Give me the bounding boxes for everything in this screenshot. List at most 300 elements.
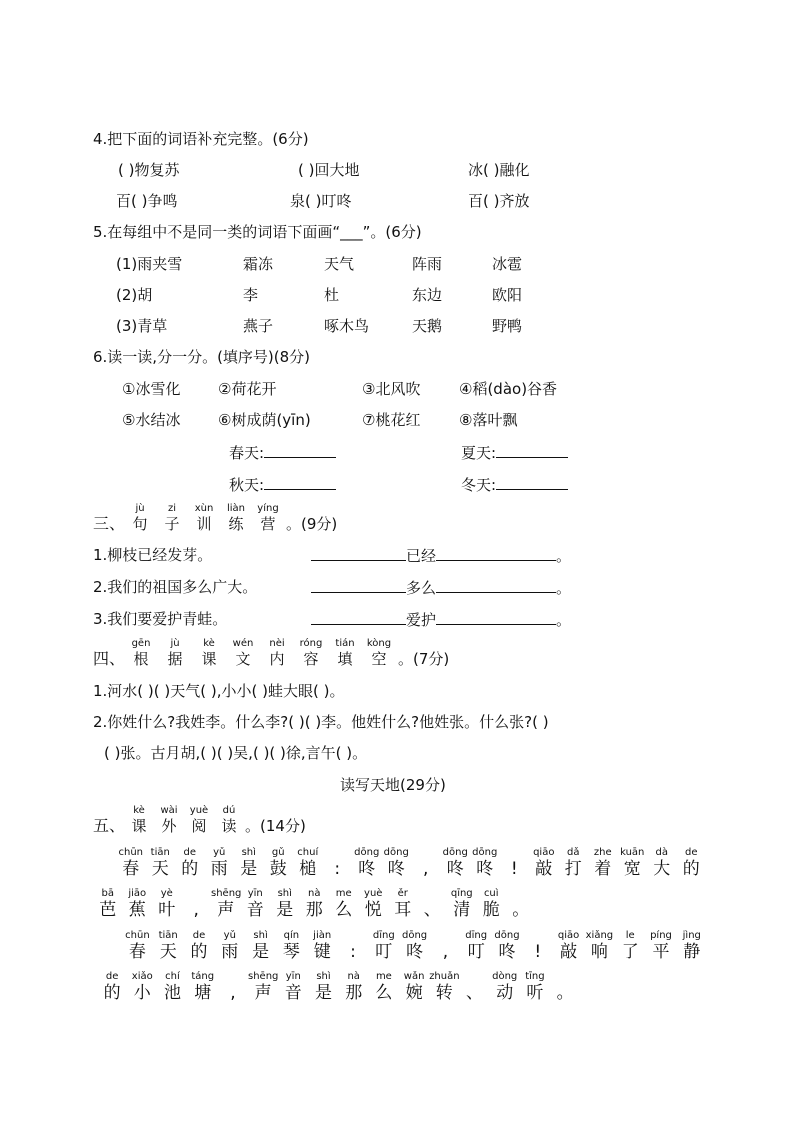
hanzi: 鼓 — [269, 859, 287, 879]
hanzi: 填 — [337, 650, 353, 668]
hanzi: 天 — [151, 859, 169, 879]
pinyin: dōng — [402, 930, 428, 941]
s4-prefix: 四、 — [93, 649, 126, 668]
pinyin-char — [323, 847, 353, 879]
hanzi: 。 — [556, 983, 574, 1003]
pinyin-char — [156, 503, 188, 534]
pinyin: róng — [299, 638, 323, 649]
pinyin — [459, 971, 489, 983]
hanzi: 静 — [683, 942, 701, 962]
hanzi: 是 — [252, 942, 270, 962]
pinyin-char — [490, 971, 520, 1003]
hanzi: 敲 — [560, 942, 578, 962]
pinyin-char — [124, 638, 158, 669]
pinyin: chuí — [297, 847, 319, 858]
pinyin: xiǎng — [585, 930, 614, 941]
hanzi: 练 — [228, 515, 244, 533]
answer-blank[interactable] — [311, 546, 406, 561]
pinyin-char — [584, 930, 615, 962]
pinyin-char — [676, 930, 707, 962]
pinyin-char — [205, 847, 235, 879]
pinyin: de — [183, 847, 196, 858]
hanzi: 婉 — [405, 983, 423, 1003]
pinyin: yè — [160, 888, 173, 899]
pinyin-char — [152, 888, 182, 920]
s3-prefix: 三、 — [93, 514, 126, 533]
hanzi: 、 — [465, 983, 483, 1003]
pinyin-char — [260, 638, 294, 669]
season-summer — [461, 443, 568, 462]
pinyin — [500, 847, 530, 859]
answer-blank[interactable] — [436, 546, 556, 561]
pinyin: kè — [203, 638, 215, 649]
q5-word: 杜 — [324, 286, 340, 304]
pinyin: chūn — [125, 930, 150, 941]
pinyin-char — [188, 503, 220, 534]
pinyin-char — [214, 805, 244, 836]
pinyin-char — [278, 971, 308, 1003]
pinyin: dǎ — [567, 847, 580, 858]
pinyin: shì — [241, 847, 256, 858]
s3-score: 。(9分) — [286, 515, 338, 533]
pinyin-char — [369, 971, 399, 1003]
pinyin-char — [220, 503, 252, 534]
pinyin-char — [184, 805, 214, 836]
pinyin: tián — [335, 638, 355, 649]
pinyin: qiāo — [557, 930, 580, 941]
hanzi: 塘 — [194, 983, 212, 1003]
hanzi: 槌 — [299, 859, 317, 879]
hanzi: 那 — [305, 900, 323, 920]
pinyin: jìng — [682, 930, 701, 941]
q4-item: ( )物复苏 — [118, 161, 180, 179]
pinyin-char — [461, 930, 492, 962]
pinyin: píng — [650, 930, 672, 941]
pinyin: shì — [253, 930, 268, 941]
pinyin-char — [307, 930, 338, 962]
pinyin: yīn — [285, 971, 301, 982]
q5-word: (2)胡 — [116, 286, 153, 304]
pinyin-char — [276, 930, 307, 962]
hanzi: 池 — [163, 983, 181, 1003]
pinyin: zi — [167, 503, 177, 514]
pinyin-char — [338, 930, 369, 962]
pinyin: jù — [135, 503, 145, 514]
pinyin: de — [685, 847, 698, 858]
pinyin-char — [158, 638, 192, 669]
hanzi: 平 — [652, 942, 670, 962]
section-heading: 读写天地(29分) — [340, 776, 446, 794]
pinyin-char — [399, 930, 430, 962]
pinyin-char — [429, 971, 459, 1003]
q5-word: 野鸭 — [492, 317, 523, 335]
hanzi: 外 — [161, 817, 177, 835]
pinyin: dōng — [383, 847, 409, 858]
pinyin: yīn — [247, 888, 263, 899]
pinyin-char — [615, 930, 646, 962]
hanzi: , — [193, 900, 199, 920]
hanzi: 么 — [375, 983, 393, 1003]
pinyin: dòng — [492, 971, 518, 982]
q4-title: 4.把下面的词语补充完整。(6分) — [93, 130, 309, 148]
pinyin-char — [226, 638, 260, 669]
s3-end: 。 — [556, 547, 572, 565]
pinyin — [338, 930, 369, 942]
q5-word: 阵雨 — [412, 255, 443, 273]
answer-blank[interactable] — [264, 443, 336, 458]
pinyin: shì — [277, 888, 292, 899]
pinyin-char — [447, 888, 477, 920]
pinyin: me — [335, 888, 352, 899]
hanzi: 文 — [235, 650, 251, 668]
hanzi: 内 — [269, 650, 285, 668]
pinyin-char — [559, 847, 589, 879]
hanzi: 咚 — [358, 859, 376, 879]
pinyin-char — [294, 638, 328, 669]
hanzi: , — [442, 942, 449, 962]
hanzi: , — [423, 859, 429, 879]
q5-word: (3)青草 — [116, 317, 168, 335]
pinyin: de — [192, 930, 206, 941]
pinyin-char — [116, 847, 146, 879]
pinyin: qiāo — [533, 847, 555, 858]
hanzi: 句 — [132, 515, 148, 533]
hanzi: 。 — [512, 900, 530, 920]
hanzi: 课 — [201, 650, 217, 668]
hanzi: 咚 — [406, 942, 424, 962]
q5-word: (1)雨夹雪 — [116, 255, 183, 273]
q4-item: 百( )齐放 — [468, 192, 530, 210]
pinyin: gēn — [131, 638, 151, 649]
pinyin-char — [329, 888, 359, 920]
pinyin-char — [252, 503, 284, 534]
hanzi: 小 — [133, 983, 151, 1003]
pinyin: kòng — [366, 638, 392, 649]
q6-item: ②荷花开 — [218, 380, 277, 398]
pinyin: chūn — [118, 847, 143, 858]
pinyin: tīng — [525, 971, 545, 982]
hanzi: 咚 — [476, 859, 494, 879]
q4-item: 百( )争鸣 — [116, 192, 178, 210]
pinyin-char — [293, 847, 323, 879]
pinyin: le — [625, 930, 635, 941]
pinyin-char — [234, 847, 264, 879]
s3-end: 。 — [556, 611, 572, 629]
q4-item: 冰( )融化 — [468, 161, 530, 179]
pinyin: jiāo — [128, 888, 147, 899]
pinyin-char — [97, 971, 127, 1003]
pinyin: dōng — [442, 847, 468, 858]
pinyin: táng — [191, 971, 215, 982]
pinyin: yǔ — [213, 847, 226, 858]
pinyin: gǔ — [271, 847, 285, 858]
season-winter — [461, 475, 568, 494]
pinyin-char — [522, 930, 553, 962]
hanzi: 咚 — [446, 859, 464, 879]
pinyin: tiān — [158, 930, 178, 941]
hanzi: ! — [534, 942, 542, 962]
s3-answer-line — [311, 546, 571, 565]
pinyin-char — [588, 847, 618, 879]
hanzi: 叶 — [158, 900, 176, 920]
hanzi: 悦 — [364, 900, 382, 920]
pinyin: kè — [133, 805, 145, 816]
season-label: 夏天: — [461, 444, 497, 462]
pinyin-char — [182, 888, 212, 920]
pinyin-char — [211, 888, 241, 920]
pinyin: yíng — [257, 503, 279, 514]
hanzi: 音 — [284, 983, 302, 1003]
season-spring — [229, 443, 336, 462]
pinyin-char — [300, 888, 330, 920]
pinyin: dīng — [465, 930, 488, 941]
pinyin: dōng — [354, 847, 380, 858]
q4-item: ( )回大地 — [298, 161, 360, 179]
pinyin — [550, 971, 580, 983]
q6-item: ④稻(dào)谷香 — [459, 380, 558, 398]
pinyin — [418, 888, 448, 900]
q6-item: ⑧落叶飘 — [459, 411, 518, 429]
pinyin: de — [105, 971, 119, 982]
q6-title: 6.读一读,分一分。(填序号)(8分) — [93, 348, 311, 366]
q5-word: 天鹅 — [412, 317, 443, 335]
pinyin-char — [492, 930, 523, 962]
pinyin: liàn — [226, 503, 246, 514]
pinyin-char — [214, 930, 245, 962]
pinyin-char — [328, 638, 362, 669]
hanzi: 声 — [217, 900, 235, 920]
hanzi: 了 — [621, 942, 639, 962]
pinyin-char — [677, 847, 707, 879]
pinyin-char — [418, 888, 448, 920]
s4-line: 1.河水( )( )天气( ),小小( )蛙大眼( )。 — [93, 682, 345, 700]
hanzi: 天 — [159, 942, 177, 962]
q5-word: 冰雹 — [492, 255, 523, 273]
hanzi: 响 — [590, 942, 608, 962]
pinyin-char — [529, 847, 559, 879]
pinyin-char — [122, 930, 153, 962]
q4-item: 泉( )叮咚 — [290, 192, 352, 210]
hanzi: 读 — [221, 817, 237, 835]
pinyin-char — [264, 847, 294, 879]
s4-line: 2.你姓什么?我姓李。什么李?( )( )李。他姓什么?他姓张。什么张?( ) — [93, 713, 549, 731]
pinyin-char — [157, 971, 187, 1003]
pinyin-char — [124, 503, 156, 534]
pinyin-char — [124, 805, 154, 836]
hanzi: : — [350, 942, 356, 962]
q5-word: 啄木鸟 — [324, 317, 370, 335]
pinyin-char — [339, 971, 369, 1003]
hanzi: 么 — [335, 900, 353, 920]
pinyin-char — [270, 888, 300, 920]
s3-sentence: 2.我们的祖国多么广大。 — [93, 578, 258, 596]
hanzi: 声 — [254, 983, 272, 1003]
season-autumn — [229, 475, 336, 494]
answer-blank[interactable] — [311, 578, 406, 593]
s5-prefix: 五、 — [93, 816, 126, 835]
q5-word: 霜冻 — [243, 255, 274, 273]
hanzi: 是 — [240, 859, 258, 879]
pinyin: wén — [232, 638, 254, 649]
pinyin-char — [362, 638, 396, 669]
pinyin-char — [359, 888, 389, 920]
pinyin: tiān — [150, 847, 170, 858]
pinyin-char — [553, 930, 584, 962]
hanzi: 大 — [653, 859, 671, 879]
hanzi: 芭 — [99, 900, 117, 920]
hanzi: 训 — [196, 515, 212, 533]
pinyin: chí — [165, 971, 180, 982]
q5-word: 燕子 — [243, 317, 274, 335]
hanzi: 打 — [564, 859, 582, 879]
pinyin-char — [192, 638, 226, 669]
hanzi: 那 — [345, 983, 363, 1003]
hanzi: 的 — [190, 942, 208, 962]
pinyin-char — [477, 888, 507, 920]
pinyin-char — [550, 971, 580, 1003]
hanzi: 听 — [526, 983, 544, 1003]
s4-score: 。(7分) — [398, 650, 450, 668]
pinyin-char — [175, 847, 205, 879]
pinyin: shēng — [248, 971, 279, 982]
hanzi: 容 — [303, 650, 319, 668]
pinyin-char — [647, 847, 677, 879]
q6-item: ①冰雪化 — [122, 380, 181, 398]
hanzi: 营 — [260, 515, 276, 533]
hanzi: 咚 — [498, 942, 516, 962]
hanzi: 子 — [164, 515, 180, 533]
hanzi: 雨 — [210, 859, 228, 879]
pinyin-char — [382, 847, 412, 879]
s3-word: 多么 — [406, 579, 437, 597]
q5-word: 东边 — [412, 286, 443, 304]
pinyin — [411, 847, 441, 859]
pinyin: cuì — [483, 888, 499, 899]
answer-blank[interactable] — [496, 443, 568, 458]
pinyin: bā — [101, 888, 114, 899]
answer-blank[interactable] — [264, 475, 336, 490]
pinyin: kuān — [620, 847, 645, 858]
pinyin-char — [154, 805, 184, 836]
pinyin-char — [441, 847, 471, 879]
answer-blank[interactable] — [436, 578, 556, 593]
pinyin: zhuǎn — [429, 971, 460, 982]
hanzi: 春 — [128, 942, 146, 962]
season-label: 秋天: — [229, 476, 265, 494]
pinyin-char — [459, 971, 489, 1003]
pinyin: qīng — [450, 888, 473, 899]
answer-blank[interactable] — [496, 475, 568, 490]
pinyin — [506, 888, 536, 900]
pinyin-char — [245, 930, 276, 962]
pinyin: shì — [316, 971, 331, 982]
answer-blank[interactable] — [436, 610, 556, 625]
pinyin: dōng — [494, 930, 520, 941]
pinyin: wài — [160, 805, 178, 816]
hanzi: 宽 — [623, 859, 641, 879]
pinyin-char — [184, 930, 215, 962]
pinyin-char — [368, 930, 399, 962]
pinyin-char — [520, 971, 550, 1003]
pinyin-char — [248, 971, 278, 1003]
q6-item: ⑥树成荫(yīn) — [218, 411, 311, 429]
pinyin-char — [241, 888, 271, 920]
hanzi: ! — [510, 859, 518, 879]
q5-title: 5.在每组中不是同一类的词语下面画“___”。(6分) — [93, 223, 422, 241]
pinyin: nèi — [269, 638, 285, 649]
pinyin-char — [188, 971, 218, 1003]
s3-answer-line — [311, 578, 571, 597]
hanzi: 清 — [453, 900, 471, 920]
pinyin: qín — [283, 930, 300, 941]
pinyin — [323, 847, 353, 859]
hanzi: 转 — [435, 983, 453, 1003]
s4-line: ( )张。古月胡,( )( )吴,( )( )徐,言午( )。 — [104, 744, 368, 762]
hanzi: : — [334, 859, 341, 879]
pinyin: shēng — [211, 888, 242, 899]
hanzi: 琴 — [282, 942, 300, 962]
q6-item: ③北风吹 — [362, 380, 421, 398]
pinyin — [430, 930, 461, 942]
hanzi: 阅 — [191, 817, 207, 835]
pinyin: yuè — [189, 805, 209, 816]
s3-word: 爱护 — [406, 611, 437, 629]
s5-score: 。(14分) — [245, 817, 306, 835]
hanzi: 根 — [133, 650, 149, 668]
pinyin-char — [388, 888, 418, 920]
pinyin-char — [618, 847, 648, 879]
hanzi: 咚 — [387, 859, 405, 879]
pinyin: nà — [347, 971, 360, 982]
pinyin: dōng — [472, 847, 498, 858]
pinyin-char — [218, 971, 248, 1003]
hanzi: 叮 — [467, 942, 485, 962]
pinyin-char — [506, 888, 536, 920]
hanzi: 音 — [246, 900, 264, 920]
s3-word: 已经 — [406, 547, 437, 565]
hanzi: 敲 — [535, 859, 553, 879]
s3-answer-line — [311, 610, 571, 629]
hanzi: 是 — [276, 900, 294, 920]
hanzi: 的 — [682, 859, 700, 879]
pinyin: zhe — [593, 847, 612, 858]
hanzi: 空 — [371, 650, 387, 668]
pinyin-char — [411, 847, 441, 879]
hanzi: 、 — [423, 900, 441, 920]
hanzi: 脆 — [482, 900, 500, 920]
pinyin-char — [146, 847, 176, 879]
pinyin-char — [93, 888, 123, 920]
pinyin: me — [375, 971, 392, 982]
season-label: 冬天: — [461, 476, 497, 494]
pinyin: dīng — [372, 930, 395, 941]
pinyin: xùn — [194, 503, 214, 514]
pinyin: dà — [655, 847, 668, 858]
pinyin — [182, 888, 212, 900]
pinyin-char — [352, 847, 382, 879]
pinyin — [218, 971, 248, 983]
pinyin: yǔ — [223, 930, 236, 941]
pinyin-char — [123, 888, 153, 920]
hanzi: 课 — [131, 817, 147, 835]
s3-sentence: 1.柳枝已经发芽。 — [93, 546, 213, 564]
answer-blank[interactable] — [311, 610, 406, 625]
pinyin-char — [308, 971, 338, 1003]
q6-item: ⑤水结冰 — [122, 411, 181, 429]
hanzi: , — [230, 983, 236, 1003]
pinyin: ěr — [397, 888, 408, 899]
pinyin: nà — [308, 888, 321, 899]
